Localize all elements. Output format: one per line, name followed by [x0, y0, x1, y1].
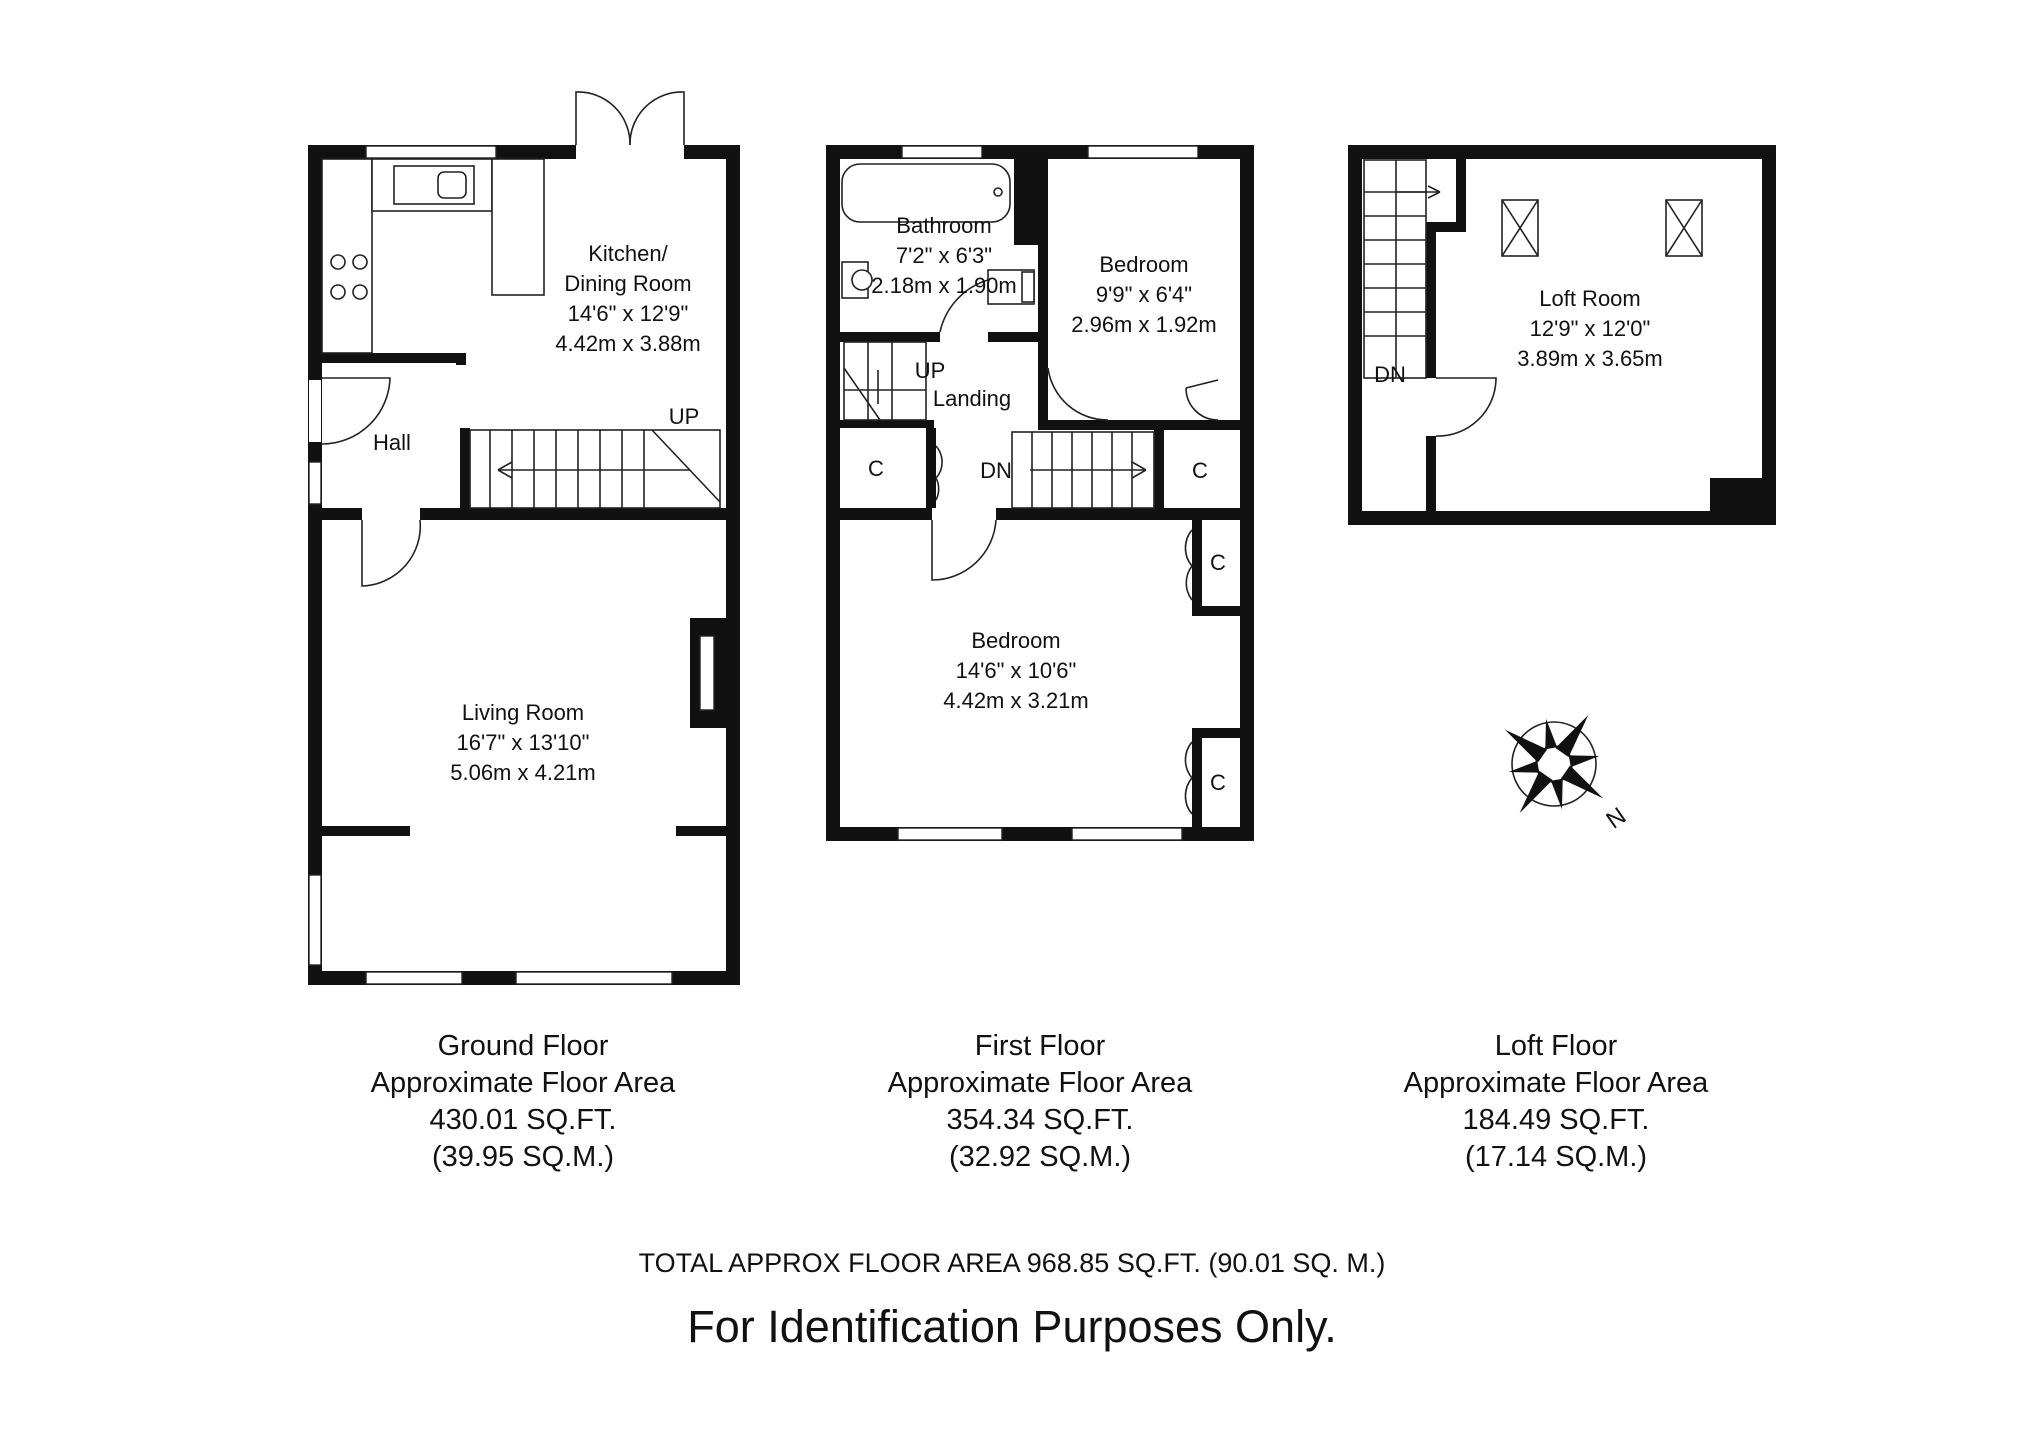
- bathroom-metric: 2.18m x 1.90m: [871, 273, 1017, 298]
- first-floor-plan: [826, 145, 1254, 841]
- living-room-name: Living Room: [461, 700, 585, 725]
- disclaimer: For Identification Purposes Only.: [687, 1301, 1337, 1352]
- bedroom-small-metric: 2.96m x 1.92m: [1071, 312, 1217, 337]
- kitchen-dining-name-2: Dining Room: [564, 271, 692, 296]
- bathroom-imperial: 7'2" x 6'3": [895, 243, 993, 268]
- bedroom-large-metric: 4.42m x 3.21m: [943, 688, 1089, 713]
- cupboard-label-bedroom-lower: C: [1210, 770, 1226, 795]
- loft-room-imperial: 12'9" x 12'0": [1529, 316, 1651, 341]
- first-stair-up-label: UP: [914, 358, 946, 383]
- landing-name: Landing: [932, 386, 1012, 411]
- bathroom-name: Bathroom: [896, 213, 992, 238]
- cupboard-label-right: C: [1192, 458, 1208, 483]
- ground-floor-caption-2: Approximate Floor Area: [370, 1067, 676, 1099]
- hall-name: Hall: [373, 430, 411, 455]
- loft-floor-caption-4: (17.14 SQ.M.): [1464, 1141, 1648, 1173]
- loft-floor-caption-1: Loft Floor: [1494, 1030, 1618, 1062]
- ground-floor-caption-3: 430.01 SQ.FT.: [429, 1104, 617, 1136]
- bedroom-large-name: Bedroom: [971, 628, 1061, 653]
- loft-room-metric: 3.89m x 3.65m: [1517, 346, 1663, 371]
- ground-floor-plan: [308, 92, 740, 985]
- living-room-imperial: 16'7" x 13'10": [456, 730, 590, 755]
- compass-north-label: N: [1601, 802, 1632, 835]
- first-floor-caption-1: First Floor: [974, 1030, 1106, 1062]
- kitchen-dining-metric: 4.42m x 3.88m: [555, 331, 701, 356]
- loft-stair-down-label: DN: [1374, 362, 1406, 387]
- kitchen-dining-name: Kitchen/: [588, 241, 668, 266]
- first-floor-caption-3: 354.34 SQ.FT.: [946, 1104, 1134, 1136]
- cupboard-label-landing: C: [868, 456, 884, 481]
- bedroom-small-name: Bedroom: [1099, 252, 1189, 277]
- first-stair-down-label: DN: [980, 458, 1012, 483]
- kitchen-dining-imperial: 14'6" x 12'9": [567, 301, 689, 326]
- ground-floor-caption-4: (39.95 SQ.M.): [431, 1141, 615, 1173]
- first-floor-caption-2: Approximate Floor Area: [887, 1067, 1193, 1099]
- bedroom-small-imperial: 9'9" x 6'4": [1095, 282, 1193, 307]
- cupboard-label-bedroom-upper: C: [1210, 550, 1226, 575]
- ground-floor-caption-1: Ground Floor: [437, 1030, 609, 1062]
- bedroom-large-imperial: 14'6" x 10'6": [955, 658, 1077, 683]
- ground-stair-up-label: UP: [668, 404, 700, 429]
- total-floor-area: TOTAL APPROX FLOOR AREA 968.85 SQ.FT. (90.01 SQ. M.): [638, 1248, 1386, 1278]
- first-floor-caption-4: (32.92 SQ.M.): [948, 1141, 1132, 1173]
- loft-floor-caption-2: Approximate Floor Area: [1403, 1067, 1709, 1099]
- loft-floor-caption-3: 184.49 SQ.FT.: [1462, 1104, 1650, 1136]
- compass-icon: [1500, 710, 1607, 817]
- living-room-metric: 5.06m x 4.21m: [450, 760, 596, 785]
- loft-room-name: Loft Room: [1539, 286, 1641, 311]
